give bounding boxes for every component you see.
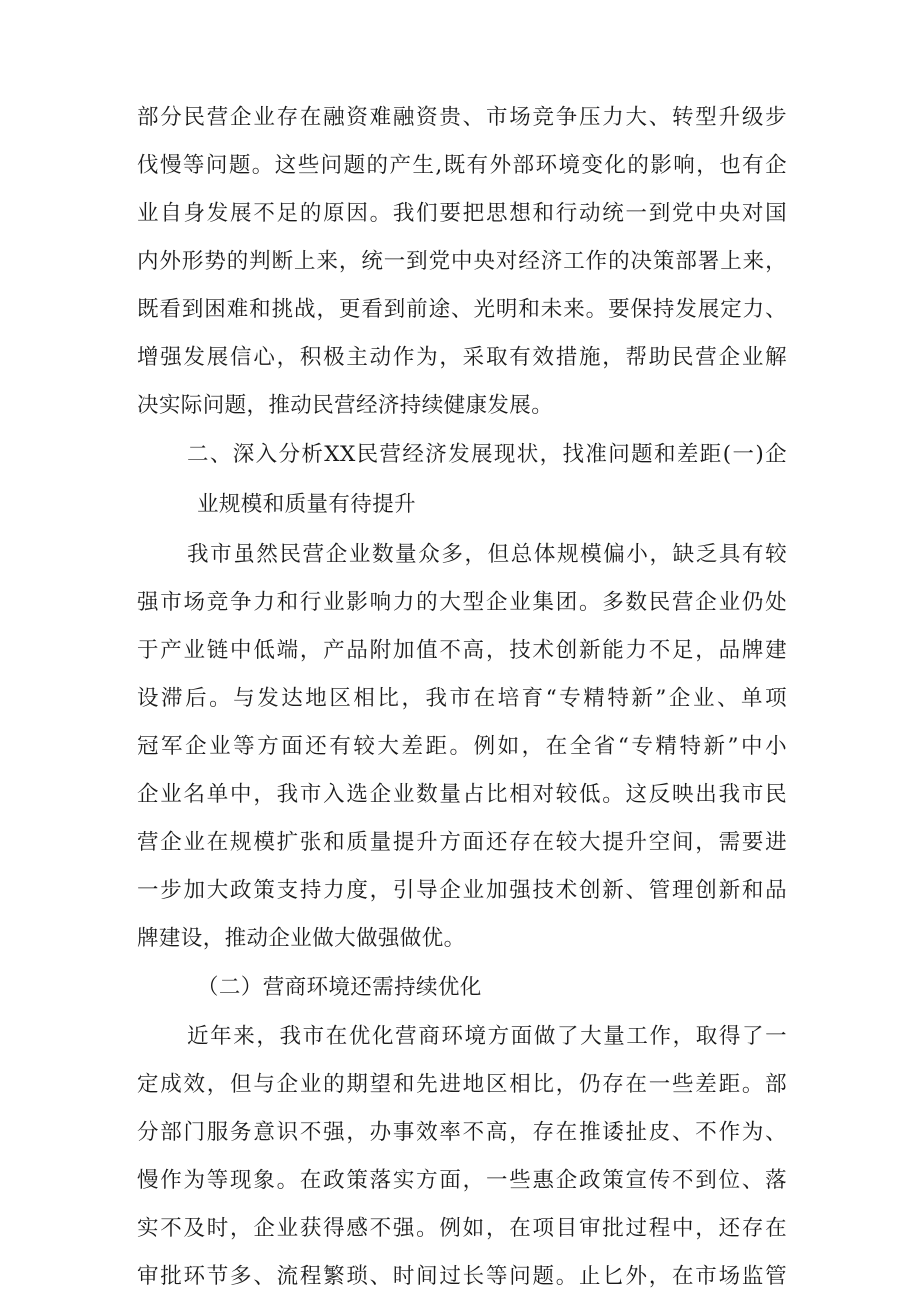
text-line: 慢作为等现象。在政策落实方面，一些惠企政策宣传不到位、落 [137,1168,787,1193]
text-line: 冠军企业等方面还有较大差距。例如，在全省“专精特新”中小 [137,734,787,759]
text-line: 一步加大政策支持力度，引导企业加强技术创新、管理创新和品 [137,878,787,903]
text-line: 于产业链中低端，产品附加值不高，技术创新能力不足，品牌建 [137,638,787,663]
text-line: 我市虽然民营企业数量众多，但总体规模偏小，缺乏具有较 [187,542,787,567]
subsection-heading: 业规模和质量有待提升 [197,492,417,517]
text-line: 内外形势的判断上来，统一到党中央对经济工作的决策部署上来， [137,249,787,274]
text-line: 分部门服务意识不强，办事效率不高，存在推诿扯皮、不作为、 [137,1120,787,1145]
text-line: 营企业在规模扩张和质量提升方面还存在较大提升空间，需要进 [137,830,787,855]
text-line: 决实际问题，推动民营经济持续健康发展。 [137,393,554,418]
text-line: 定成效，但与企业的期望和先进地区相比，仍存在一些差距。部 [137,1072,787,1097]
text-line: 业自身发展不足的原因。我们要把思想和行动统一到党中央对国 [137,201,787,226]
text-line: 企业名单中，我市入选企业数量占比相对较低。这反映出我市民 [137,782,787,807]
text-line: 近年来，我市在优化营商环境方面做了大量工作，取得了一 [187,1024,787,1049]
subsection-heading: （二）营商环境还需持续优化 [197,975,482,1000]
text-line: 强市场竞争力和行业影响力的大型企业集团。多数民营企业仍处 [137,590,787,615]
text-line: 既看到困难和挑战，更看到前途、光明和未来。要保持发展定力、 [137,297,787,322]
text-line: 设滞后。与发达地区相比，我市在培育“专精特新”企业、单项 [137,686,787,711]
text-line: 增强发展信心，积极主动作为，采取有效措施，帮助民营企业解 [137,345,787,370]
text-line: 部分民营企业存在融资难融资贵、市场竞争压力大、转型升级步 [137,105,787,130]
text-line: 实不及时，企业获得感不强。例如，在项目审批过程中，还存在 [137,1216,787,1241]
section-heading: 二、深入分析XX民营经济发展现状，找准问题和差距(一)企 [187,442,787,467]
text-line: 审批环节多、流程繁琐、时间过长等问题。止匕外，在市场监管 [137,1264,787,1289]
text-line: 牌建设，推动企业做大做强做优。 [137,926,466,951]
text-line: 伐慢等问题。这些问题的产生,既有外部环境变化的影响，也有企 [137,153,787,178]
